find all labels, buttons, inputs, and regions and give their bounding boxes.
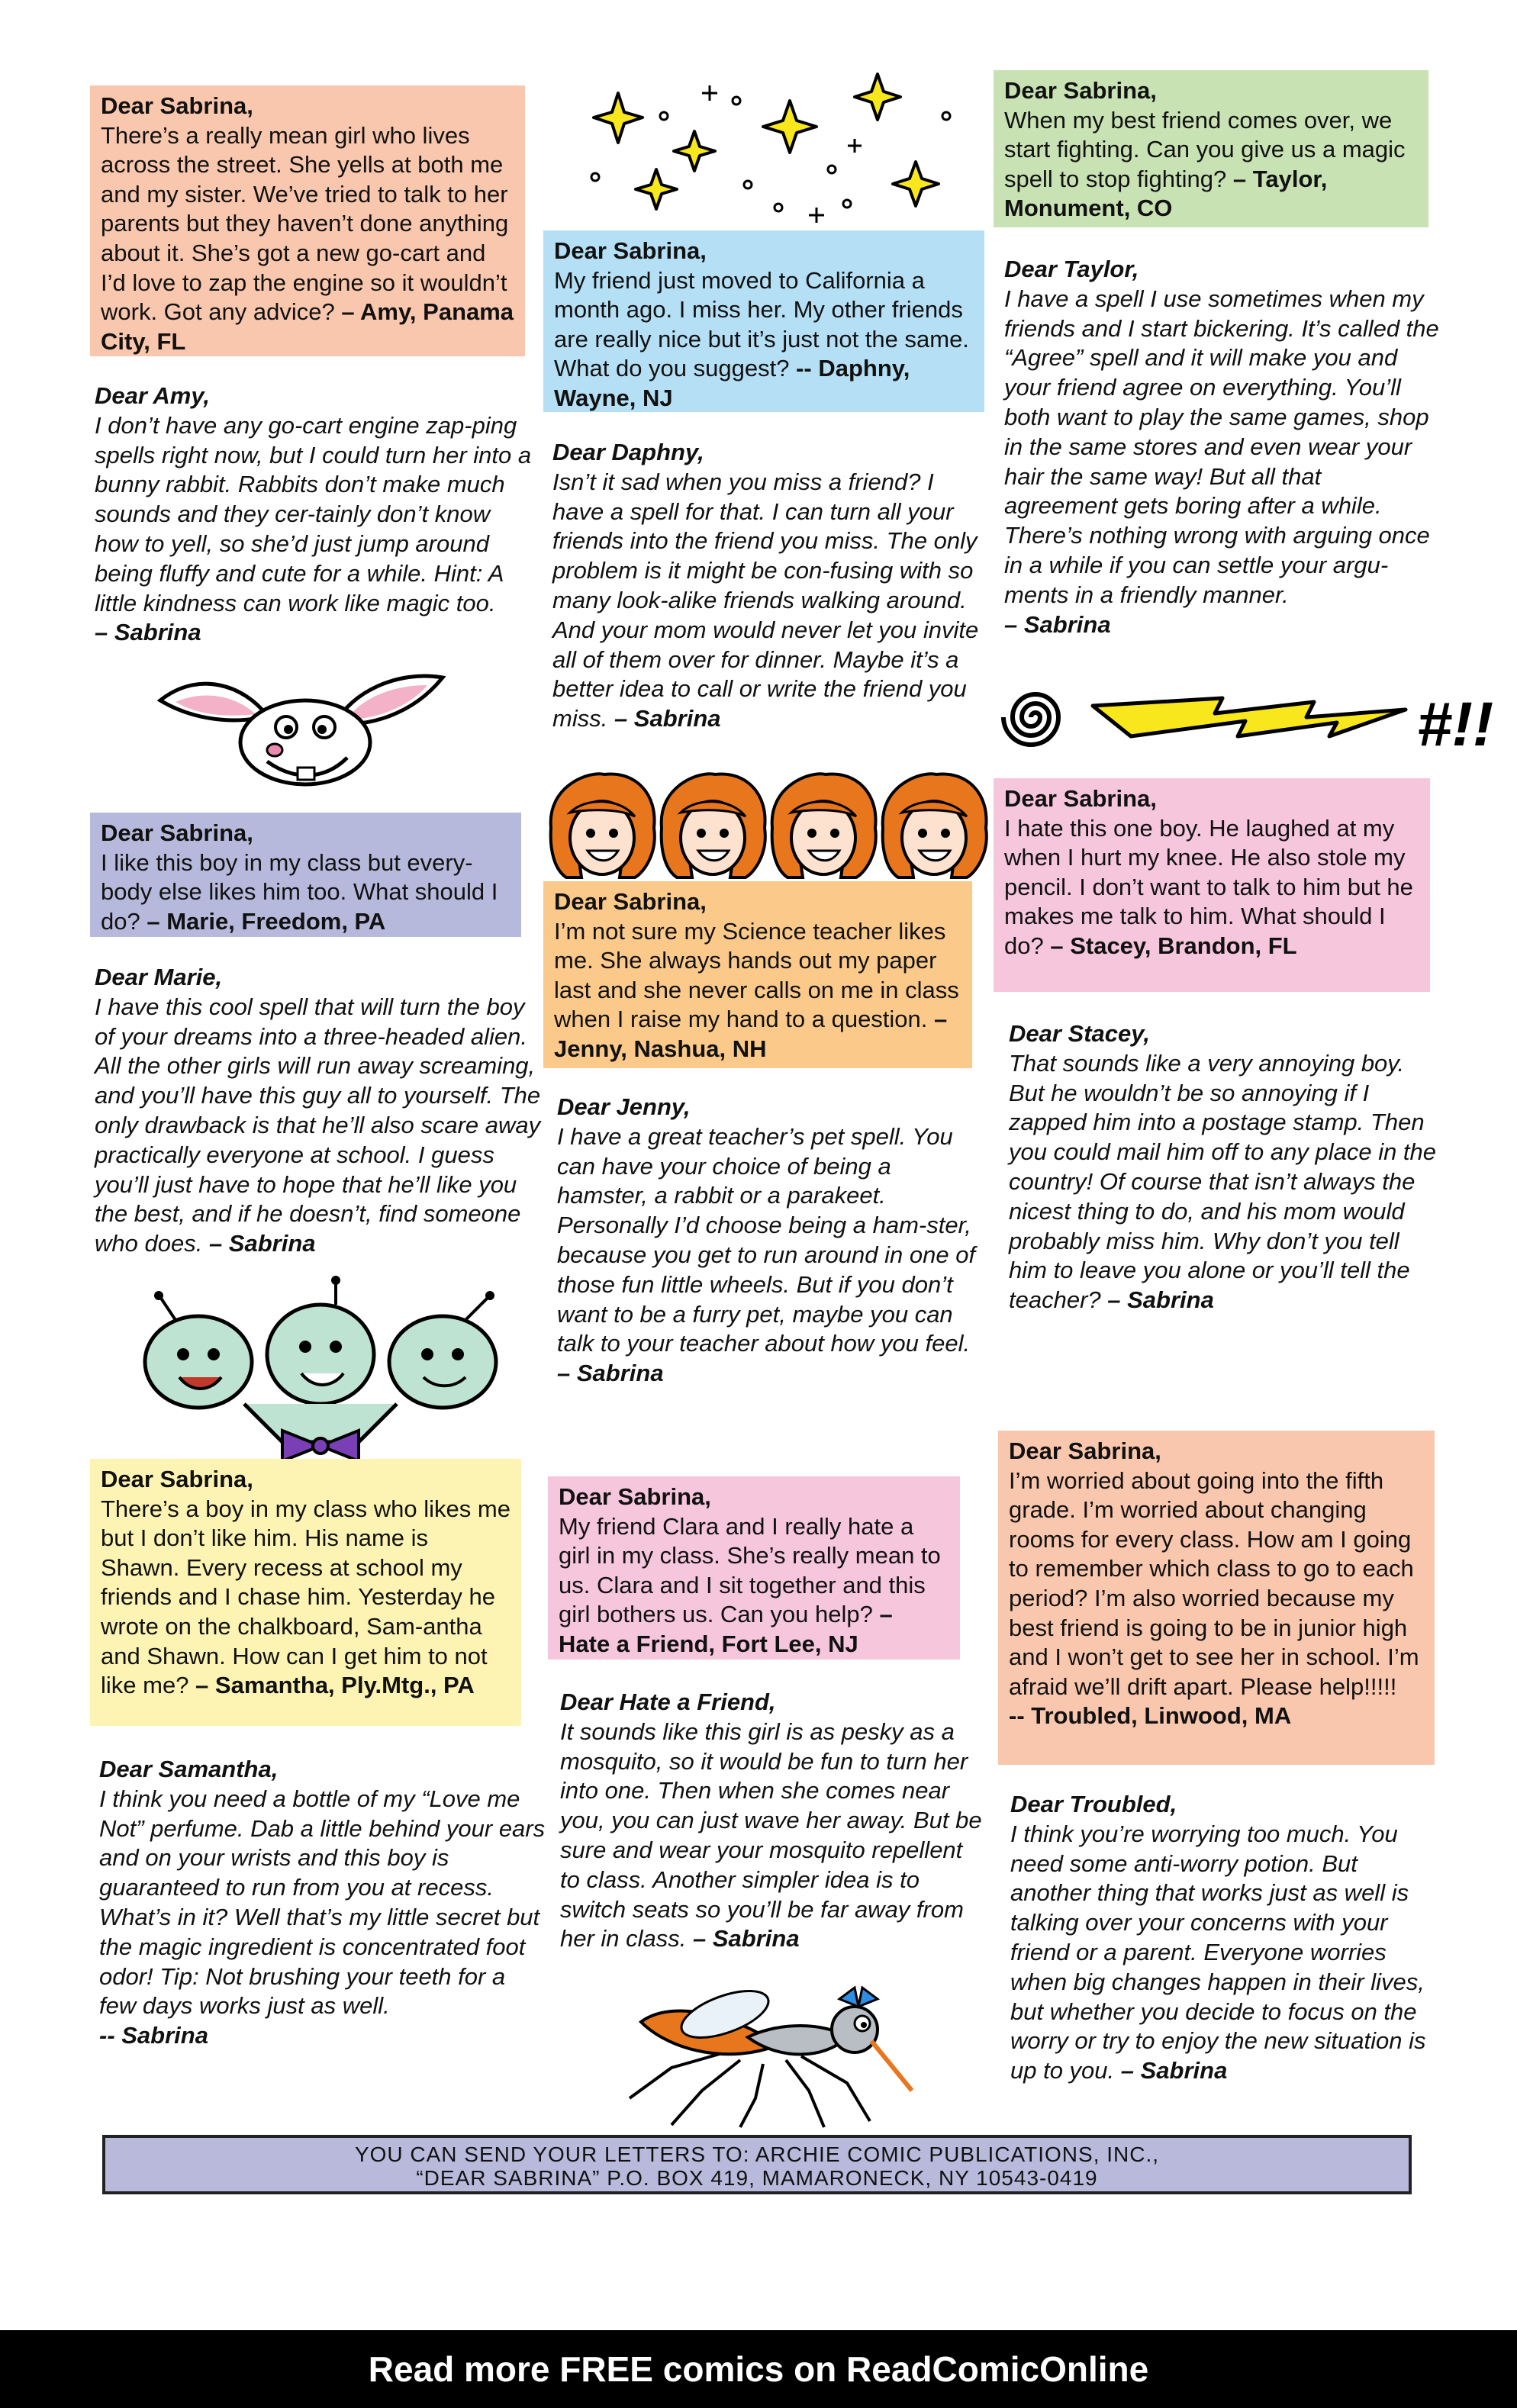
reply-greeting: Dear Daphny, xyxy=(552,439,704,465)
letter-body: There’s a boy in my class who likes me but I don’t like him. His name is Shawn. Every recess at school my friends and I chase him. Yesterday he wrote on the chalkboard, Sam-antha and Shawn. How can I get him to not like me? xyxy=(101,1495,510,1699)
reply-hate-a-friend xyxy=(560,1688,987,1954)
sparkle-stars-illustration xyxy=(588,70,969,230)
letter-signature: – Stacey, Brandon, FL xyxy=(1050,932,1297,959)
mailing-address-box xyxy=(102,2135,1412,2194)
letter-greeting: Dear Sabrina, xyxy=(554,888,707,915)
reply-samantha xyxy=(99,1755,546,2051)
reply-greeting: Dear Jenny, xyxy=(557,1093,691,1120)
grawlix-symbols: #!! xyxy=(1417,690,1494,759)
reply-signature: – Sabrina xyxy=(693,1925,800,1952)
reply-signature: – Sabrina xyxy=(557,1360,664,1387)
letter-body: When my best friend comes over, we start fighting. Can you give us a magic spell to stop fighting? xyxy=(1004,106,1406,192)
letter-daphny xyxy=(543,230,984,412)
letter-samantha xyxy=(90,1459,521,1726)
letter-greeting: Dear Sabrina, xyxy=(554,237,707,264)
letter-signature: -- Troubled, Linwood, MA xyxy=(1009,1702,1292,1730)
grawlix-illustration xyxy=(994,675,1497,759)
bunny-illustration xyxy=(153,655,458,784)
promo-banner[interactable]: Read more FREE comics on ReadComicOnline xyxy=(0,2330,1517,2408)
letter-troubled xyxy=(998,1431,1435,1765)
reply-body: I have this cool spell that will turn the boy of your dreams into a three-headed alien. All the other girls will run away screaming, and you’ll have this guy all to yourself. The only drawback is that he’ll also scare away practically everyone at school. I guess you’ll just have to hope that he’ll like you the best, and if he doesn’t, find someone who does. xyxy=(95,993,541,1257)
reply-greeting: Dear Taylor, xyxy=(1004,256,1139,282)
reply-body: It sounds like this girl is as pesky as a mosquito, so it would be fun to turn her into one. Then when she comes near you, you can just wave her away. But be sure and wear your mosquito repellent to class. Another simpler idea is to switch seats so you’ll be far away from her in class. xyxy=(560,1717,982,1952)
reply-troubled xyxy=(1010,1790,1441,2086)
reply-body: I have a spell I use sometimes when my friends and I start bickering. It’s called the “Agree” spell and it will make you and your friend agree on everything. You’ll both want to play the same games, shop in the same stores and even wear your hair the same way! But all that agreement gets boring after a while. There’s nothing wrong with arguing once in a while if you can settle your argu-ments in a friendly manner. xyxy=(1004,285,1439,608)
reply-greeting: Dear Stacey, xyxy=(1009,1020,1150,1047)
reply-daphny xyxy=(552,438,984,734)
reply-signature: – Sabrina xyxy=(1004,610,1111,638)
letter-greeting: Dear Sabrina, xyxy=(1004,77,1157,104)
letter-jenny xyxy=(543,881,972,1068)
letter-signature: -- Daphny, Wayne, NJ xyxy=(554,355,910,411)
reply-signature: – Sabrina xyxy=(1107,1286,1214,1314)
reply-greeting: Dear Hate a Friend, xyxy=(560,1688,776,1715)
sabrina-faces-illustration xyxy=(543,771,986,885)
letter-amy xyxy=(90,85,525,356)
mailing-address-line-2: “DEAR SABRINA” P.O. BOX 419, MAMARONECK, NY 10543-0419 xyxy=(416,2166,1098,2190)
reply-signature: – Sabrina xyxy=(614,705,721,732)
reply-body: I have a great teacher’s pet spell. You can have your choice of being a hamster, a rabbit or a parakeet. Personally I’d choose being a ham-ster, because you get to run around in one of those fun little wheels. But if you don’t want to be a furry pet, maybe you can talk to your teacher about how you feel. xyxy=(557,1122,976,1357)
letter-greeting: Dear Sabrina, xyxy=(1009,1437,1161,1464)
letter-signature: – Amy, Panama City, FL xyxy=(101,298,514,355)
reply-body: That sounds like a very annoying boy. But he wouldn’t be so annoying if I zapped him into a postage stamp. Then you could mail him off to any place in the country! Of course that isn’t always the nicest thing to do, and his mom would probably miss him. Why don’t you tell him to leave you alone or you’ll tell the teacher? xyxy=(1009,1049,1437,1314)
letter-body: I like this boy in my class but every-body else likes him too. What should I do? xyxy=(101,848,498,935)
reply-stacey xyxy=(1009,1019,1440,1315)
letter-body: My friend Clara and I really hate a girl in my class. She’s really mean to us. Clara and I sit together and this girl bothers us. Can you help? xyxy=(559,1512,941,1628)
letter-greeting: Dear Sabrina, xyxy=(101,819,253,846)
letter-signature: – Jenny, Nashua, NH xyxy=(554,1006,948,1062)
alien-illustration xyxy=(130,1289,511,1465)
reply-greeting: Dear Marie, xyxy=(95,964,223,990)
letter-greeting: Dear Sabrina, xyxy=(101,92,253,119)
reply-amy xyxy=(95,381,537,648)
mosquito-illustration xyxy=(626,1976,916,2129)
mailing-address-line-1: YOU CAN SEND YOUR LETTERS TO: ARCHIE COMIC PUBLICATIONS, INC., xyxy=(354,2142,1160,2166)
letter-greeting: Dear Sabrina, xyxy=(1004,785,1157,812)
reply-body: Isn’t it sad when you miss a friend? I have a spell for that. I can turn all your friends into the friend you miss. The only problem is it might be con-fusing with so many look-alike friends walking around. And your mom would never let you invite all of them over for dinner. Maybe it’s a better idea to call or write the friend you miss. xyxy=(552,468,979,732)
reply-jenny xyxy=(557,1093,984,1389)
letter-greeting: Dear Sabrina, xyxy=(559,1483,711,1510)
reply-greeting: Dear Troubled, xyxy=(1010,1791,1177,1817)
letter-signature: – Hate a Friend, Fort Lee, NJ xyxy=(559,1601,893,1657)
reply-marie xyxy=(95,963,541,1259)
reply-taylor xyxy=(1004,255,1439,639)
reply-body: I think you need a bottle of my “Love me Not” perfume. Dab a little behind your ears and on your wrists and this boy is guaranteed to run from you at recess. What’s in it? Well that’s my little secret but the magic ingredient is concentrated foot odor! Tip: Not brushing your teeth for a few days works just as well. xyxy=(99,1785,546,2020)
reply-greeting: Dear Amy, xyxy=(95,382,211,409)
letter-stacey xyxy=(994,778,1430,992)
reply-signature: – Sabrina xyxy=(208,1230,316,1257)
reply-body: I don’t have any go-cart engine zap-ping spells right now, but I could turn her into a bunny rabbit. Rabbits don’t make much sounds and they cer-tainly don’t know how to yell, so she’d just jump around being fluffy and cute for a while. Hint: A little kindness can work like magic too. xyxy=(95,411,532,616)
reply-body: I think you’re worrying too much. You need some anti-worry potion. But another thing that works just as well is talking over your concerns with your friend or a parent. Everyone worries when big changes happen in their lives, but whether you decide to focus on the worry or try to enjoy the new situation is up to you. xyxy=(1010,1820,1426,2084)
letter-signature: – Samantha, Ply.Mtg., PA xyxy=(195,1672,475,1699)
letter-body: I hate this one boy. He laughed at my when I hurt my knee. He also stole my pencil. I don’t want to talk to him but he makes me talk to him. What should I do? xyxy=(1004,814,1413,959)
reply-signature: – Sabrina xyxy=(95,619,201,646)
letter-body: I’m worried about going into the fifth grade. I’m worried about changing rooms for every class. How am I going to remember which class to go to each period? I’m also worried because my best friend is going to be in junior high and I won’t get to see her in school. I’m afraid we’ll drift apart. Please help!!!!! xyxy=(1009,1466,1419,1700)
letter-greeting: Dear Sabrina, xyxy=(101,1466,253,1492)
reply-signature: – Sabrina xyxy=(1120,2057,1228,2084)
letter-taylor xyxy=(994,70,1428,227)
letter-signature: – Marie, Freedom, PA xyxy=(147,907,386,935)
reply-signature: -- Sabrina xyxy=(99,2022,208,2049)
letter-signature: – Taylor, Monument, CO xyxy=(1004,165,1328,222)
letter-body: My friend just moved to California a month ago. I miss her. My other friends are really nice but it’s just not the same. What do you suggest? xyxy=(554,266,969,382)
reply-greeting: Dear Samantha, xyxy=(99,1756,279,1782)
letter-hate-a-friend xyxy=(548,1476,960,1660)
letter-marie xyxy=(90,813,521,937)
letter-body: I’m not sure my Science teacher likes me. She always hands out my paper last and she never calls on me in class when I raise my hand to a question. xyxy=(554,917,959,1033)
letter-body: There’s a really mean girl who lives across the street. She yells at both me and my sister. We’ve tried to talk to her parents but they haven’t done anything about it. She’s got a new go-cart and I’d love to zap the engine so it wouldn’t work. Got any advice? xyxy=(101,121,509,326)
